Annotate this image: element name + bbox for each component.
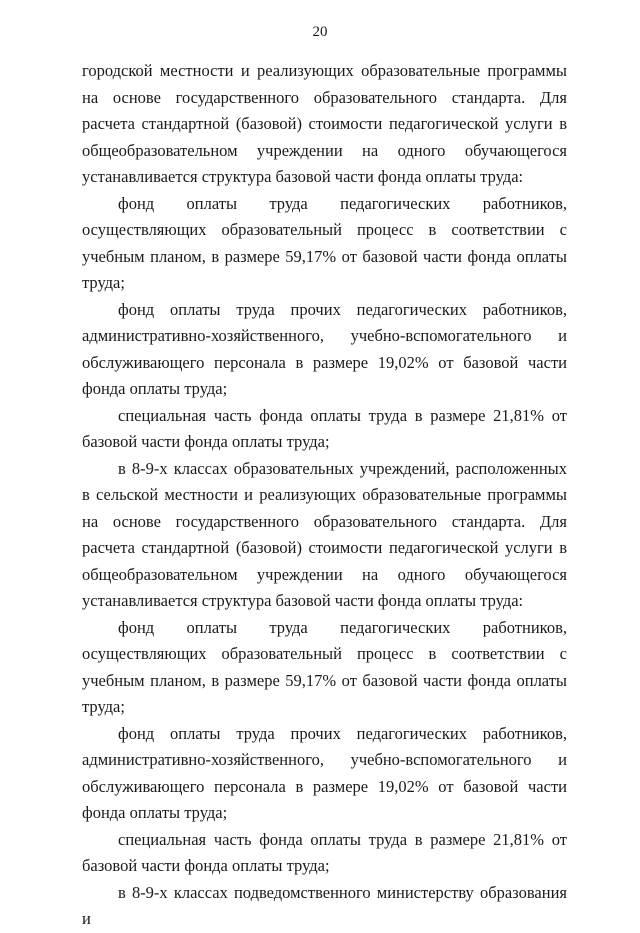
paragraph-3: фонд оплаты труда прочих педагогических работников, административно-хозяйственного, учебно-вспомогательного и обслуживающего персонала в размере 19,02% от базовой части фонда оплаты труда;	[82, 299, 567, 398]
paragraph-1: городской местности и реализующих образовательные программы на основе государственного образовательного стандарта. Для расчета стандартной (базовой) стоимости педагогической услуги в общеобразовательном учреждении на одного обучающегося устанавливается структура базовой части фонда оплаты труда:	[82, 61, 567, 186]
paragraph-8: специальная часть фонда оплаты труда в размере 21,81% от базовой части фонда оплаты труда;	[82, 829, 567, 875]
paragraph-2: фонд оплаты труда педагогических работников, осуществляющих образовательный процесс в соответствии с учебным планом, в размере 59,17% от базовой части фонда оплаты труда;	[82, 193, 567, 292]
document-body	[82, 58, 567, 933]
page-number: 20	[312, 24, 328, 40]
paragraph-5: в 8-9-х классах образовательных учреждений, расположенных в сельской местности и реализующих образовательные программы на основе государственного образовательного стандарта. Для расчета стандартной (базовой) стоимости педагогической услуги в общеобразовательном учреждении на одного обучающегося устанавливается структура базовой части фонда оплаты труда:	[82, 458, 567, 610]
paragraph-7: фонд оплаты труда прочих педагогических работников, административно-хозяйственного, учебно-вспомогательного и обслуживающего персонала в размере 19,02% от базовой части фонда оплаты труда;	[82, 723, 567, 822]
paragraph-4: специальная часть фонда оплаты труда в размере 21,81% от базовой части фонда оплаты труда;	[82, 405, 567, 451]
paragraph-9: в 8-9-х классах подведомственного министерству образования и	[82, 882, 567, 928]
paragraph-6: фонд оплаты труда педагогических работников, осуществляющих образовательный процесс в соответствии с учебным планом, в размере 59,17% от базовой части фонда оплаты труда;	[82, 617, 567, 716]
